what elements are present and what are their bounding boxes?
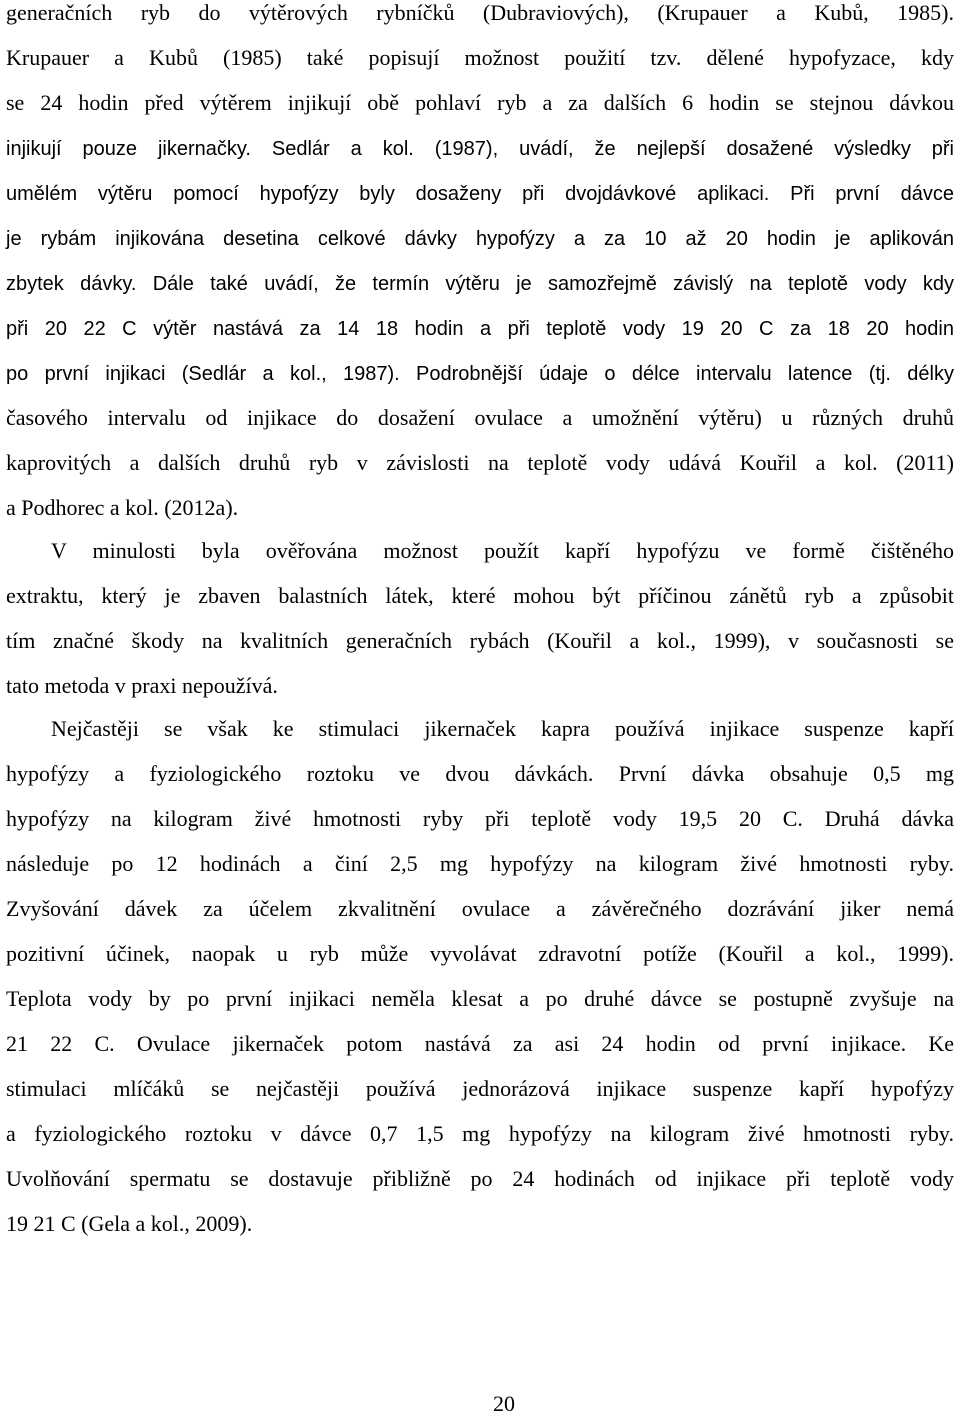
text-line (6, 1122, 954, 1167)
text-segment: Krupauer a Kubů (1985) také popisují možnost použití tzv. dělené hypofyzace, kdy (6, 45, 954, 70)
text-line (6, 46, 954, 91)
page-number: 20 (493, 1391, 515, 1416)
text-segment: následuje po 12 hodinách a činí 2,5 mg hypofýzy na kilogram živé hmotnosti ryby. (6, 851, 954, 876)
text-line (6, 361, 954, 406)
text-segment: Teplota vody by po první injikaci neměla klesat a po druhé dávce se postupně zvyšuje na (6, 986, 954, 1011)
text-line (6, 629, 954, 674)
text-line (6, 181, 954, 226)
text-line (6, 136, 954, 181)
text-line (6, 897, 954, 942)
text-segment: hypofýzy a fyziologického roztoku ve dvou dávkách. První dávka obsahuje 0,5 mg (6, 761, 954, 786)
text-segment: časového intervalu od injikace do dosažení ovulace a umožnění výtěru) u různých druhů (6, 405, 954, 430)
text-segment: stimulaci mlíčáků se nejčastěji používá jednorázová injikace suspenze kapří hypofýzy (6, 1076, 954, 1101)
text-segment: 19 21 C (Gela a kol., 2009). (6, 1211, 253, 1236)
text-segment: a fyziologického roztoku v dávce 0,7 1,5 mg hypofýzy na kilogram živé hmotnosti ryby. (6, 1121, 954, 1146)
text-line (6, 451, 954, 496)
text-segment: umělém výtěru pomocí hypofýzy byly dosaženy při dvojdávkové aplikaci. Při první dávce (6, 183, 954, 205)
text-segment: hypofýzy na kilogram živé hmotnosti ryby při teplotě vody 19,5 20 C. Druhá dávka (6, 806, 954, 831)
paragraph-2 (6, 539, 954, 719)
text-line (6, 496, 954, 541)
text-segment: je rybám injikována desetina celkové dávky hypofýzy a za 10 až 20 hodin je aplikován (6, 228, 954, 250)
text-segment: extraktu, který je zbaven balastních látek, které mohou být příčinou zánětů ryb a způsobit (6, 583, 954, 608)
text-line (6, 1, 954, 46)
text-line (6, 852, 954, 897)
text-line (6, 1077, 954, 1122)
text-line (6, 942, 954, 987)
text-segment: tato metoda v praxi nepoužívá. (6, 673, 278, 698)
text-segment: tím značné škody na kvalitních generačních rybách (Kouřil a kol., 1999), v současnosti se (6, 628, 954, 653)
text-segment: V minulosti byla ověřována možnost použít kapří hypofýzu ve formě čištěného (51, 538, 954, 563)
text-line (6, 316, 954, 361)
text-segment: kaprovitých a dalších druhů ryb v závislosti na teplotě vody udává Kouřil a kol. (2011) (6, 450, 954, 475)
text-line (6, 987, 954, 1032)
paragraph-3 (6, 717, 954, 1257)
text-segment: Zvyšování dávek za účelem zkvalitnění ovulace a závěrečného dozrávání jiker nemá (6, 896, 954, 921)
text-segment: Nejčastěji se však ke stimulaci jikernaček kapra používá injikace suspenze kapří (51, 716, 954, 741)
text-line (6, 762, 954, 807)
text-line (6, 717, 954, 762)
text-segment: Uvolňování spermatu se dostavuje přibližně po 24 hodinách od injikace při teplotě vody (6, 1166, 954, 1191)
text-segment: se 24 hodin před výtěrem injikují obě pohlaví ryb a za dalších 6 hodin se stejnou dávkou (6, 90, 954, 115)
text-segment: injikují pouze jikernačky. Sedlár a kol. (1987), uvádí, že nejlepší dosažené výsledky při (6, 138, 954, 160)
text-line (6, 226, 954, 271)
text-segment: pozitivní účinek, naopak u ryb může vyvolávat zdravotní potíže (Kouřil a kol., 1999). (6, 941, 954, 966)
text-line (6, 1212, 954, 1257)
text-segment: při 20 22 C výtěr nastává za 14 18 hodin a při teplotě vody 19 20 C za 18 20 hodin (6, 318, 954, 340)
text-line (6, 674, 954, 719)
text-segment: a Podhorec a kol. (2012a). (6, 495, 239, 520)
text-line (6, 1167, 954, 1212)
text-segment: generačních ryb do výtěrových rybníčků (Dubraviových), (Krupauer a Kubů, 1985). (6, 0, 954, 25)
text-line (6, 91, 954, 136)
text-line (6, 584, 954, 629)
paragraph-1 (6, 1, 954, 541)
text-segment: po první injikaci (Sedlár a kol., 1987). Podrobnější údaje o délce intervalu latence (tj. délky (6, 363, 954, 385)
text-segment: 21 22 C. Ovulace jikernaček potom nastává za asi 24 hodin od první injikace. Ke (6, 1031, 954, 1056)
text-line (6, 807, 954, 852)
text-line (6, 539, 954, 584)
text-line (6, 1032, 954, 1077)
text-line (6, 406, 954, 451)
text-line (6, 271, 954, 316)
text-segment: zbytek dávky. Dále také uvádí, že termín výtěru je samozřejmě závislý na teplotě vody kdy (6, 273, 954, 295)
